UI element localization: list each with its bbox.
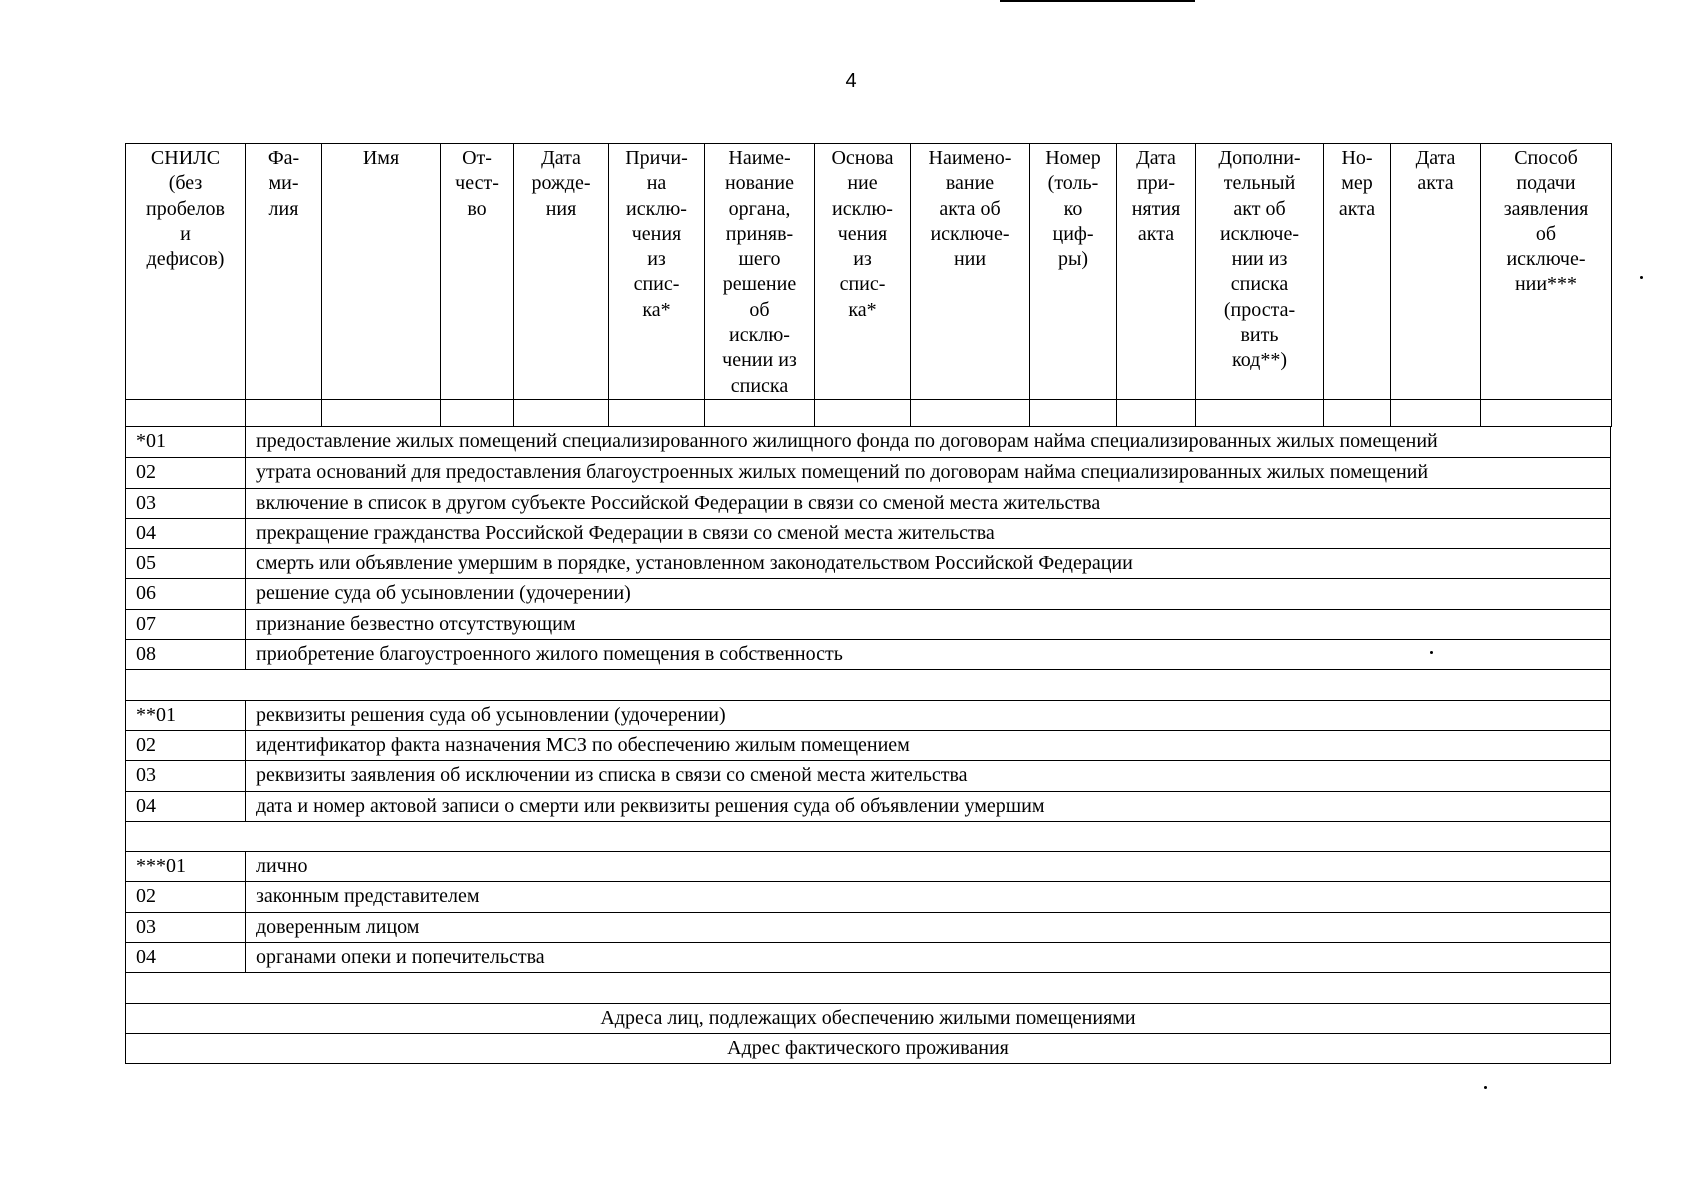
- header-table: [125, 143, 1612, 427]
- exclusion-reason-row: [126, 427, 1610, 457]
- empty-cell: [609, 399, 705, 426]
- page-number: 4: [845, 70, 857, 92]
- code-cell: ***01: [126, 852, 246, 881]
- description-cell: дата и номер актовой записи о смерти или реквизиты решения суда об объявлении умершим: [256, 794, 1045, 817]
- addresses-heading: Адреса лиц, подлежащих обеспечению жилыми помещениями: [600, 1006, 1136, 1029]
- submission-method-row: [126, 942, 1610, 972]
- code-cell: 08: [126, 640, 246, 669]
- column-header: СНИЛС (без пробелов и дефисов): [126, 144, 246, 400]
- code-cell: 04: [126, 792, 246, 821]
- column-header: От- чест- во: [441, 144, 514, 400]
- column-header: Номер (толь- ко циф- ры): [1030, 144, 1117, 400]
- empty-cell: [1196, 399, 1324, 426]
- spacer-row: [126, 972, 1610, 1002]
- code-cell: 07: [126, 610, 246, 639]
- code-cell: *01: [126, 427, 246, 457]
- code-cell: 04: [126, 519, 246, 548]
- submission-method-row: [126, 881, 1610, 911]
- actual-address-heading: Адрес фактического проживания: [727, 1036, 1009, 1059]
- code-cell: 02: [126, 731, 246, 760]
- description-cell: смерть или объявление умершим в порядке, установленном законодательством Российской Федерации: [256, 552, 1133, 575]
- column-header: Дата рожде- ния: [514, 144, 609, 400]
- column-header: Способ подачи заявления об исключе- нии***: [1481, 144, 1612, 400]
- description-cell: реквизиты заявления об исключении из списка в связи со сменой места жительства: [256, 764, 968, 787]
- exclusion-reason-row: [126, 578, 1610, 608]
- additional-act-row: [126, 760, 1610, 790]
- description-cell: доверенным лицом: [256, 915, 420, 938]
- empty-cell: [1481, 399, 1612, 426]
- empty-data-row: [126, 399, 1612, 426]
- column-header: Причи- на исклю- чения из спис- ка*: [609, 144, 705, 400]
- column-header: Наиме- нование органа, приняв- шего решение об исклю- чении из списка: [705, 144, 815, 400]
- column-header: Имя: [322, 144, 441, 400]
- empty-cell: [911, 399, 1030, 426]
- code-cell: 02: [126, 882, 246, 911]
- empty-cell: [1030, 399, 1117, 426]
- description-cell: лично: [256, 855, 308, 878]
- code-cell: 03: [126, 489, 246, 518]
- submission-method-row: [126, 912, 1610, 942]
- description-cell: утрата оснований для предоставления благоустроенных жилых помещений по договорам найма специализированных жилых помещений: [256, 461, 1429, 484]
- column-header: Дата при- нятия акта: [1117, 144, 1196, 400]
- spacer-row: [126, 669, 1610, 699]
- empty-cell: [1117, 399, 1196, 426]
- column-header: Основа ние исклю- чения из спис- ка*: [815, 144, 911, 400]
- scan-speck: [1640, 276, 1643, 279]
- additional-act-row: [126, 791, 1610, 821]
- exclusion-reason-row: [126, 457, 1610, 487]
- column-header: Фа- ми- лия: [246, 144, 322, 400]
- exclusion-reason-row: [126, 488, 1610, 518]
- column-header: Дата акта: [1391, 144, 1481, 400]
- code-cell: 03: [126, 761, 246, 790]
- empty-cell: [815, 399, 911, 426]
- exclusion-reason-row: [126, 548, 1610, 578]
- empty-cell: [126, 399, 246, 426]
- description-cell: предоставление жилых помещений специализированного жилищного фонда по договорам найма специализированных жилых помещений: [256, 430, 1438, 452]
- spacer-row: [126, 821, 1610, 851]
- description-cell: решение суда об усыновлении (удочерении): [256, 582, 631, 605]
- description-cell: признание безвестно отсутствующим: [256, 612, 576, 635]
- code-cell: 05: [126, 549, 246, 578]
- code-cell: **01: [126, 701, 246, 730]
- description-cell: прекращение гражданства Российской Федерации в связи со сменой места жительства: [256, 521, 995, 544]
- addresses-heading-row: [126, 1003, 1610, 1033]
- header-row: [126, 144, 1612, 400]
- empty-cell: [441, 399, 514, 426]
- submission-method-row: [126, 851, 1610, 881]
- empty-cell: [1391, 399, 1481, 426]
- column-header: Но- мер акта: [1324, 144, 1391, 400]
- actual-address-heading-row: [126, 1033, 1610, 1063]
- code-cell: 02: [126, 458, 246, 487]
- column-header: Дополни- тельный акт об исключе- нии из списка (проста- вить код**): [1196, 144, 1324, 400]
- description-cell: приобретение благоустроенного жилого помещения в собственность: [256, 643, 843, 666]
- description-cell: идентификатор факта назначения МСЗ по обеспечению жилым помещением: [256, 733, 910, 756]
- empty-cell: [705, 399, 815, 426]
- empty-cell: [246, 399, 322, 426]
- code-cell: 04: [126, 943, 246, 972]
- additional-act-row: [126, 730, 1610, 760]
- exclusion-reason-row: [126, 609, 1610, 639]
- codes-table: [125, 426, 1611, 1064]
- empty-cell: [514, 399, 609, 426]
- empty-cell: [322, 399, 441, 426]
- description-cell: законным представителем: [256, 885, 480, 908]
- top-rule: [1000, 0, 1195, 2]
- description-cell: включение в список в другом субъекте Российской Федерации в связи со сменой места жительства: [256, 491, 1101, 514]
- empty-cell: [1324, 399, 1391, 426]
- additional-act-row: [126, 700, 1610, 730]
- description-cell: реквизиты решения суда об усыновлении (удочерении): [256, 703, 726, 726]
- exclusion-reason-row: [126, 518, 1610, 548]
- scan-speck: [1484, 1086, 1487, 1089]
- exclusion-reason-row: [126, 639, 1610, 669]
- code-cell: 06: [126, 579, 246, 608]
- description-cell: органами опеки и попечительства: [256, 946, 545, 969]
- column-header: Наимено- вание акта об исключе- нии: [911, 144, 1030, 400]
- code-cell: 03: [126, 913, 246, 942]
